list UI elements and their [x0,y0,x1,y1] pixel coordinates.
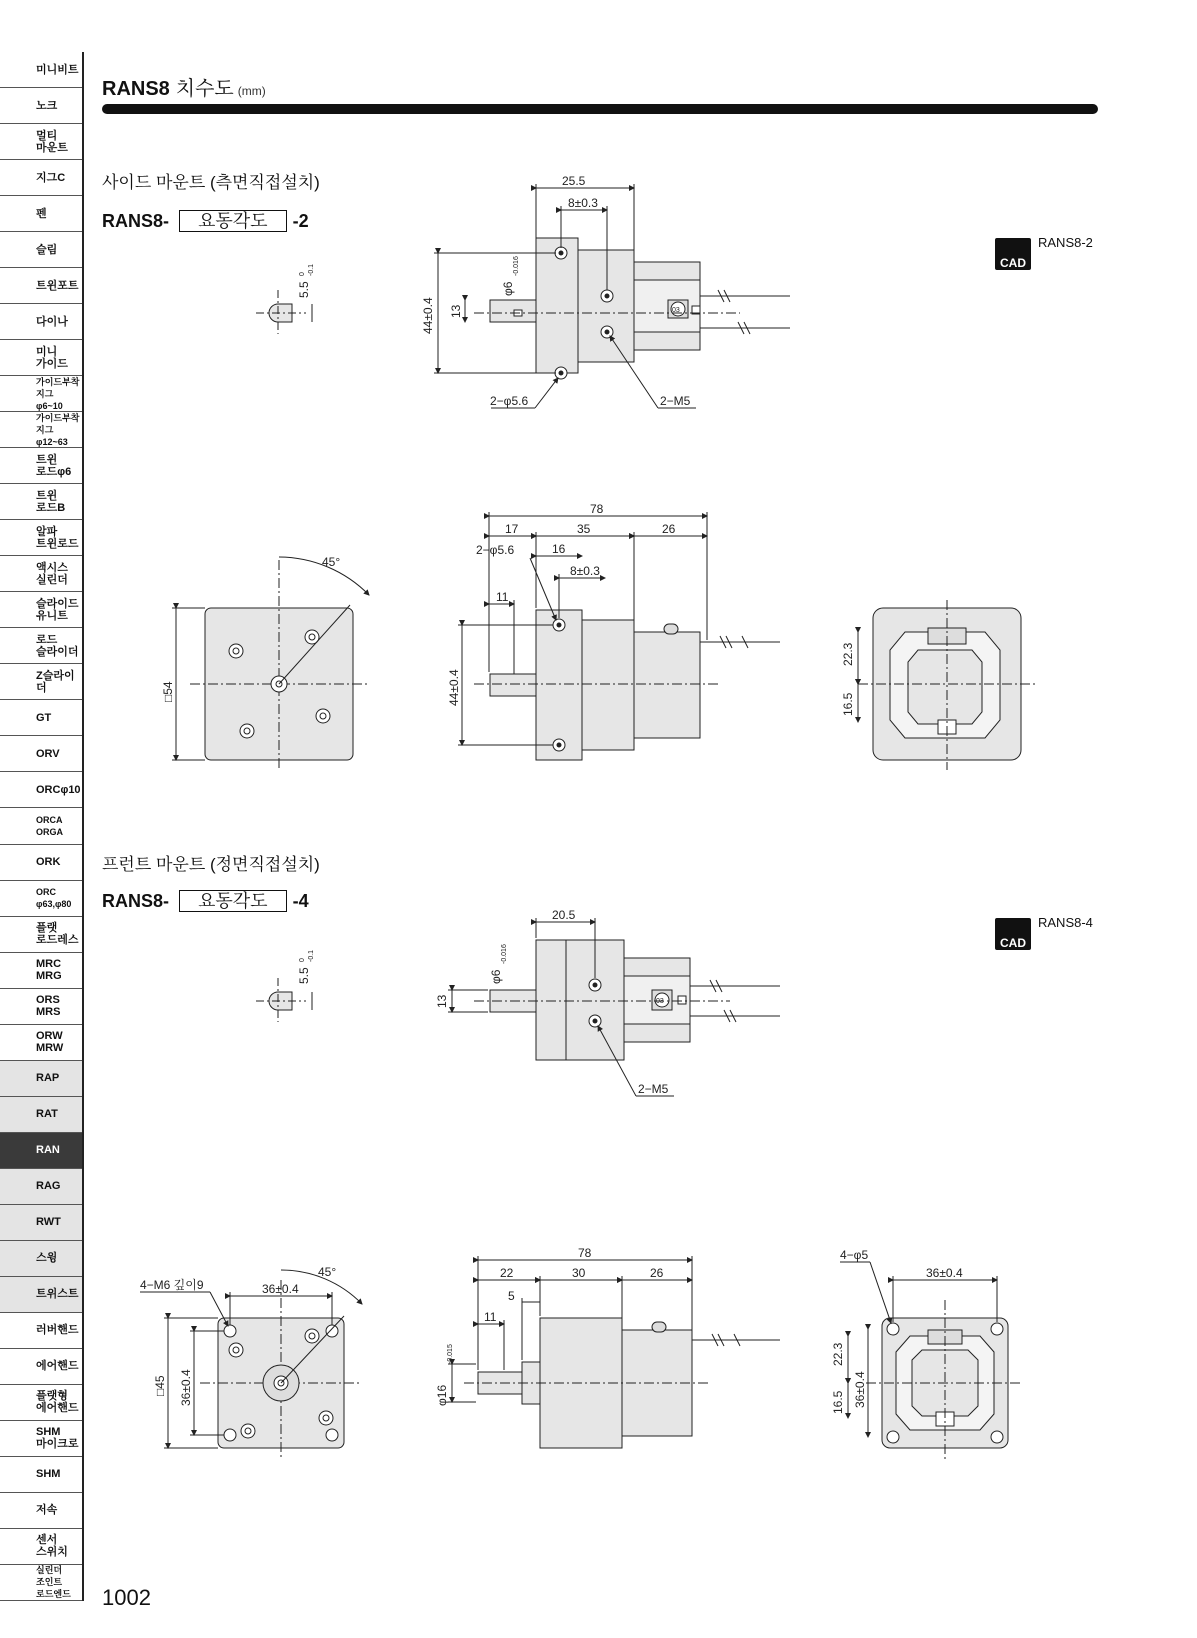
dim-4phi5: 4−φ5 [840,1248,869,1262]
sidebar-item-label: Z슬라이더 [36,669,75,694]
dim-2phi56: 2−φ5.6 [490,394,529,408]
cad-model-label: RANS8-4 [1038,915,1093,930]
dim-phi6-f: φ6 [489,969,503,984]
dim-16-5-r: 16.5 [831,1390,845,1414]
sidebar-item-label: 에어핸드 [36,1360,79,1373]
sidebar-item-label: 가이드부착지그 φ6~10 [36,376,80,411]
dim-16-5: 16.5 [841,692,855,716]
cad-icon-text: CAD [1000,936,1026,950]
dim-sq54: □54 [161,681,175,702]
sidebar-item-label: RAT [36,1108,58,1121]
dim-22-3: 22.3 [841,642,855,666]
dim-45deg: 45° [322,555,341,569]
dim-44-04: 44±0.4 [421,297,435,334]
dim-17: 17 [505,522,519,536]
sidebar-item-label: 멀티 마운트 [36,129,68,154]
dim-tol-016: -0.016 [513,256,520,276]
dim-tol-0-f: 0 [299,958,306,962]
front-side-view [435,1246,780,1448]
title-model: RANS8 [102,78,170,100]
dim-35: 35 [577,522,591,536]
sidebar-item-label: 트윈 로드B [36,489,66,514]
front-top-view [435,908,780,1096]
sidebar-item-label: 노크 [36,99,58,112]
dim-45deg-f: 45° [318,1265,337,1279]
side-side-view [447,502,780,760]
cad-icon-text: CAD [1000,256,1026,270]
dim-13: 13 [449,304,463,318]
page-number: 1002 [102,1585,151,1610]
dim-5-f: 5 [508,1289,515,1303]
sidebar-item-label: ORC φ63,φ80 [36,887,72,910]
dim-sq45: □45 [153,1375,167,1396]
dim-phi6: φ6 [501,281,515,296]
dim-2m5-f: 2−M5 [638,1082,669,1096]
sidebar-item-label: GT [36,711,52,724]
sidebar-item-label: 액시스 실린더 [36,561,68,586]
dim-11-f: 11 [484,1310,497,1324]
sidebar-item-label: 슬라이드 유니트 [36,597,79,622]
sidebar-item-label: SHM 마이크로 [36,1426,79,1451]
sidebar-item-label: ORCA ORGA [36,814,63,837]
sidebar-item-label: 슬림 [36,243,58,256]
dim-16: 16 [552,542,566,556]
dim-78: 78 [590,502,604,516]
sidebar-item-label: SHM [36,1468,61,1481]
dim-22-3-r: 22.3 [831,1342,845,1366]
cad-model-label: RANS8-2 [1038,235,1093,250]
dim-26-f: 26 [650,1266,664,1280]
sidebar-item-label: RAG [36,1180,61,1193]
dim-78-f: 78 [578,1246,592,1260]
sidebar-item-label: ORS MRS [36,994,61,1019]
sidebar-item-label: 트위스트 [36,1288,79,1301]
sidebar-item-label: RAN [36,1144,60,1157]
sidebar-item-label: ORV [36,747,60,760]
sidebar-item-label: 미니비트 [36,63,79,76]
dim-44-04-b: 44±0.4 [447,669,461,706]
sidebar-item-label: 센서 스위치 [36,1534,68,1559]
side-model-prefix: RANS8- [102,210,170,231]
side-model-suffix: -2 [292,210,309,231]
dim-22-f: 22 [500,1266,514,1280]
dim-8-03: 8±0.3 [568,196,598,210]
dim-36-04-f: 36±0.4 [262,1282,299,1296]
sidebar-item-label: ORCφ10 [36,783,81,796]
sidebar-item-label: ORW MRW [36,1030,64,1055]
sidebar-item-label: 트윈포트 [36,279,79,292]
sidebar-item-label: RAP [36,1072,60,1085]
side-shaft-detail [256,264,315,334]
title-unit: (mm) [237,84,266,98]
sidebar-item-label: 실린더 조인트 로드엔드 [36,1565,71,1600]
dim-26: 26 [662,522,676,536]
front-front-view [140,1265,362,1460]
dim-tol-016-f: -0.016 [501,944,508,964]
dim-2phi56-b: 2−φ5.6 [476,543,515,557]
dim-11: 11 [496,590,509,604]
svg-text:03: 03 [656,998,664,1005]
front-model-suffix: -4 [292,890,309,911]
dim-phi16: φ16 [435,1384,449,1406]
sidebar-item-label: 지그C [36,171,66,184]
dim-8-03-b: 8±0.3 [570,564,600,578]
sidebar-item-label: 스윙 [36,1252,58,1265]
sidebar-item-label: 가이드부착지그 φ12~63 [36,412,80,447]
svg-text:03: 03 [672,307,680,314]
dim-30-f: 30 [572,1266,586,1280]
sidebar-item-label: 플랫 로드레스 [36,922,79,947]
side-front-view [161,555,369,770]
sidebar-item-label: ORK [36,856,61,868]
sidebar-item-label: 미니 가이드 [36,345,68,370]
dim-tol-01: -0.1 [308,263,315,276]
sidebar-item-label: 알파 트윈로드 [36,525,79,550]
dim-tol-0: 0 [299,272,306,276]
dim-5-5-f: 5.5 [297,967,311,984]
side-angle-box: 요동각도 [179,210,287,232]
dim-tol-01-f: -0.1 [308,949,315,962]
dim-25-5: 25.5 [562,174,586,188]
dim-4m6: 4−M6 깊이9 [140,1278,204,1292]
side-mount-heading: 사이드 마운트 (측면직접설치) [102,173,320,192]
front-model-prefix: RANS8- [102,890,170,911]
dim-13-f: 13 [435,994,449,1008]
dim-36-04-rv: 36±0.4 [853,1371,867,1408]
dim-2m5: 2−M5 [660,394,691,408]
sidebar-item-label: 러버핸드 [36,1324,79,1337]
side-rear-view [841,600,1036,770]
dim-36-04-r: 36±0.4 [926,1266,963,1280]
sidebar-item-label: 플랫형 에어핸드 [36,1390,79,1415]
sidebar-item-label: 다이나 [36,315,68,328]
sidebar-item-label: 트윈 로드φ6 [36,453,72,478]
dim-tol-015: -0.015 [447,1344,454,1364]
sidebar-item-label: 저속 [36,1504,58,1517]
side-top-view [421,174,790,408]
front-shaft-detail [256,950,315,1022]
front-angle-box: 요동각도 [179,890,287,912]
dim-20-5: 20.5 [552,908,576,922]
dim-5-5: 5.5 [297,281,311,298]
front-rear-view [831,1248,1022,1460]
sidebar-item-label: 펜 [36,207,47,220]
sidebar-item-label: RWT [36,1216,61,1229]
dim-36-04-fv: 36±0.4 [179,1369,193,1406]
title-korean: 치수도 [175,78,234,100]
sidebar-item-label: 로드 슬라이더 [36,633,79,658]
front-mount-heading: 프런트 마운트 (정면직접설치) [102,855,320,874]
sidebar-item-label: MRC MRG [36,958,62,983]
